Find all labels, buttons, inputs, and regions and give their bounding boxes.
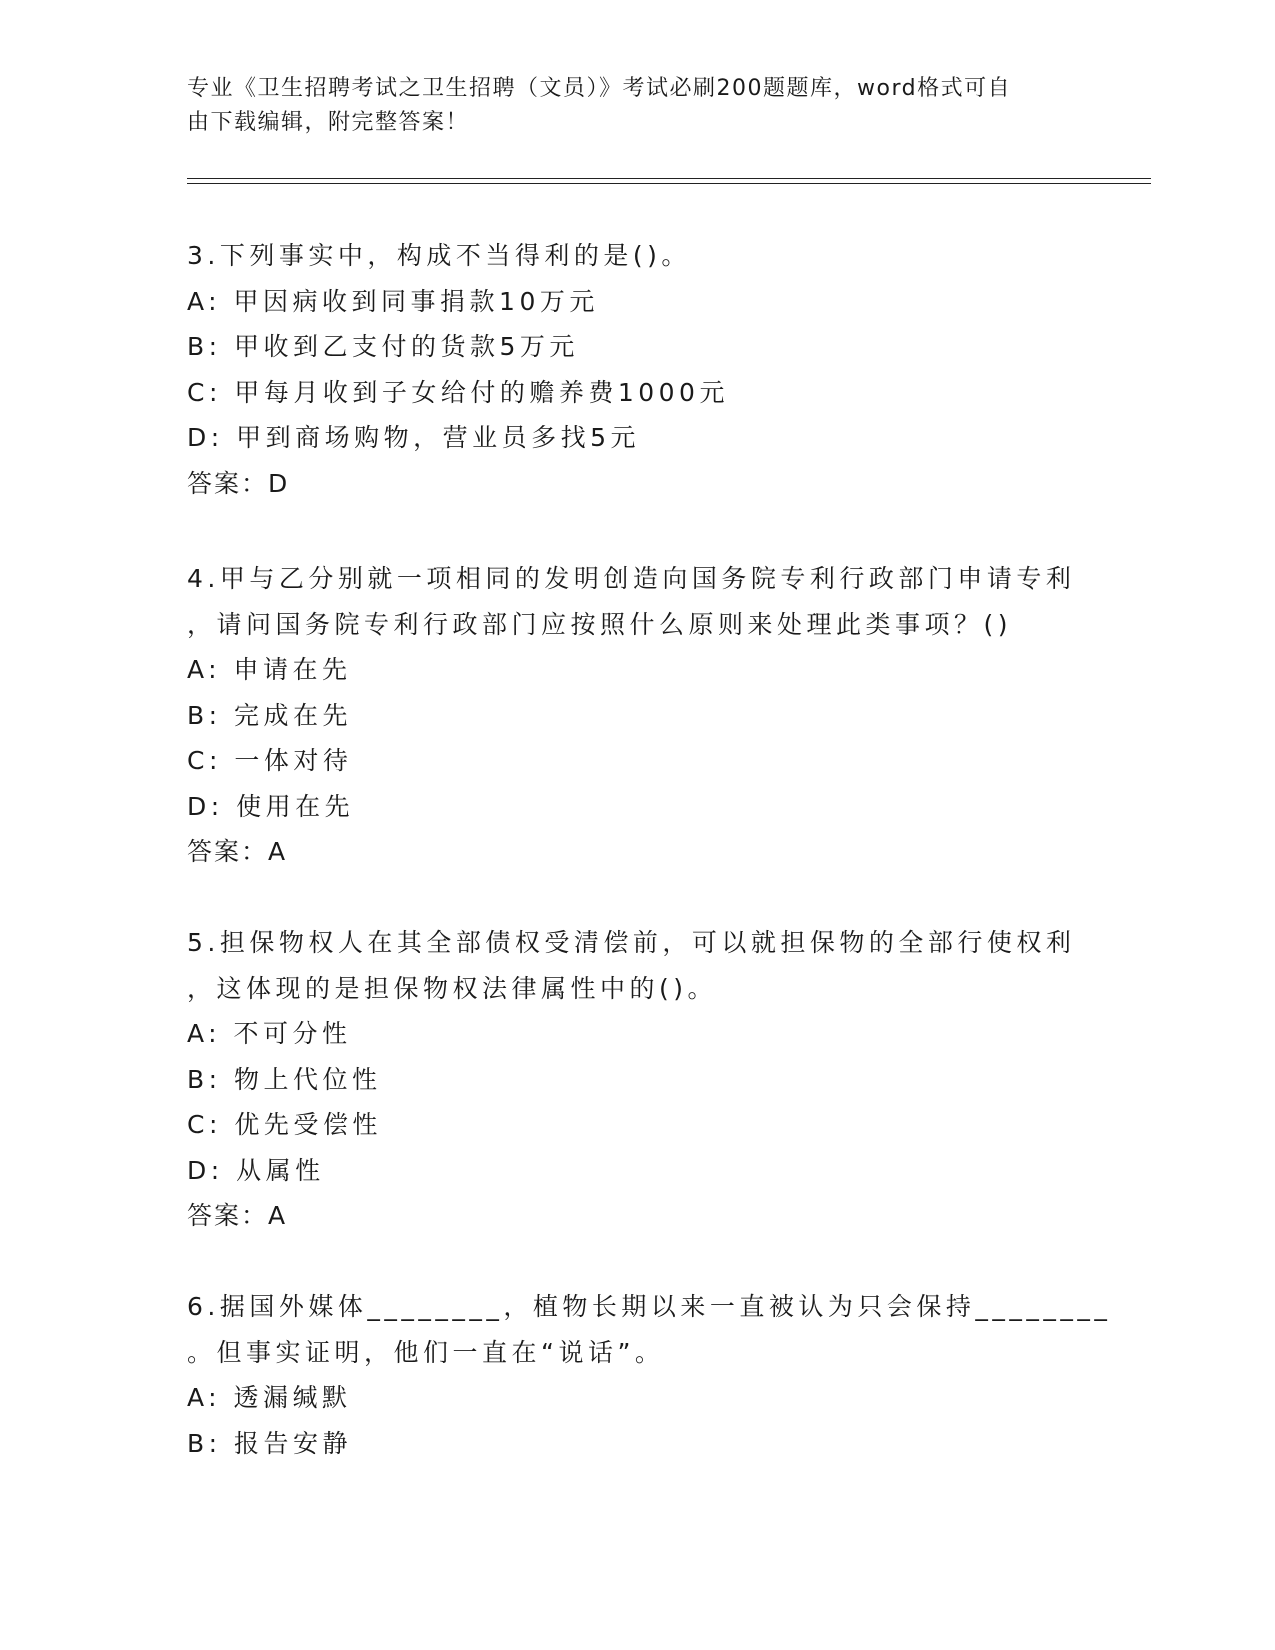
option-a: A: 申请在先: [187, 655, 352, 684]
answer: 答案：A: [187, 1201, 288, 1230]
option-d: D: 甲到商场购物，营业员多找5元: [187, 423, 641, 452]
answer: 答案：D: [187, 468, 290, 498]
header-line-1: 专业《卫生招聘考试之卫生招聘（文员）》考试必刷200题题库，word格式可自: [187, 76, 1012, 101]
question-stem-continued: ，这体现的是担保物权法律属性中的()。: [187, 973, 718, 1003]
option-b: B: 物上代位性: [187, 1064, 382, 1094]
header-line-2: 由下载编辑，附完整答案！: [187, 110, 470, 135]
question-5: [187, 920, 1087, 1239]
option-a: A: 不可分性: [187, 1019, 352, 1048]
option-a: A: 透漏缄默: [187, 1383, 352, 1412]
question-stem-continued: 。但事实证明，他们一直在“说话”。: [187, 1337, 665, 1367]
question-stem: 4.甲与乙分别就一项相同的发明创造向国务院专利行政部门申请专利: [187, 564, 1076, 593]
option-c: C: 一体对待: [187, 746, 353, 775]
option-a: A: 甲因病收到同事捐款10万元: [187, 286, 599, 316]
header-divider-bottom: [187, 183, 1151, 184]
option-b: B: 报告安静: [187, 1428, 353, 1458]
question-stem-continued: ，请问国务院专利行政部门应按照什么原则来处理此类事项？(): [187, 609, 1013, 639]
option-c: C: 优先受偿性: [187, 1110, 382, 1139]
option-b: B: 甲收到乙支付的货款5万元: [187, 332, 579, 361]
question-3: [187, 233, 1087, 506]
header-divider-top: [187, 178, 1151, 179]
question-stem: 6.据国外媒体________，植物长期以来一直被认为只会保持________: [187, 1292, 1112, 1321]
option-b: B: 完成在先: [187, 700, 353, 730]
question-stem: 3.下列事实中，构成不当得利的是()。: [187, 241, 691, 270]
answer: 答案：A: [187, 837, 288, 866]
question-4: [187, 556, 1087, 875]
option-d: D: 从属性: [187, 1155, 325, 1185]
option-c: C: 甲每月收到子女给付的赡养费1000元: [187, 377, 729, 407]
question-stem: 5.担保物权人在其全部债权受清偿前，可以就担保物的全部行使权利: [187, 928, 1076, 957]
document-header: [187, 72, 1067, 140]
option-d: D: 使用在先: [187, 791, 355, 821]
question-6: [187, 1284, 1112, 1466]
